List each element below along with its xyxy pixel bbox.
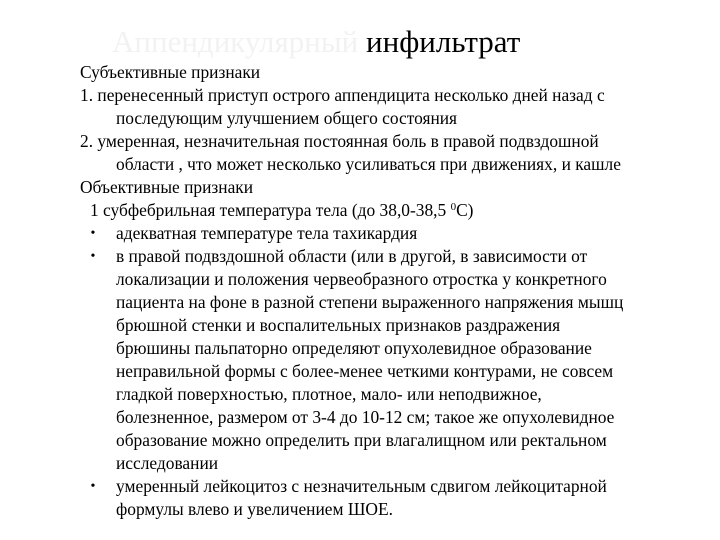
- temperature-item: [80, 199, 716, 222]
- bullet-icon: •: [90, 226, 96, 241]
- bullet-text-line: неправильной формы с более-менее четкими контурами, не совсем: [116, 361, 614, 381]
- bullet-text-line: гладкой поверхностью, плотное, мало- или неподвижное,: [116, 384, 542, 404]
- bullet-text-line: пациента на фоне в разной степени выраженного напряжения мышц: [116, 292, 624, 312]
- bullet-item-tachycardia: [80, 222, 716, 245]
- bullet-text-line: брюшины пальпаторно определяют опухолевидное образование: [116, 338, 592, 358]
- slide-title: [112, 22, 520, 62]
- bullet-icon: •: [90, 479, 96, 494]
- bullet-text-line: умеренный лейкоцитоз с незначительным сдвигом лейкоцитарной: [116, 476, 607, 496]
- temperature-unit: С): [456, 200, 474, 220]
- subjective-heading: Субъективные признаки: [80, 62, 261, 82]
- title-highlight: Аппендикулярный: [112, 24, 359, 59]
- bullet-text-line: исследовании: [116, 453, 219, 473]
- bullet-text-line: брюшной стенки и воспалительных признаков раздражения: [116, 315, 561, 335]
- temperature-text: 1 субфебрильная температура тела (до 38,0-38,5: [90, 200, 451, 220]
- item-2-line-2: области , что может несколько усиливаться при движениях, и кашле: [116, 154, 621, 174]
- title-rest: инфильтрат: [366, 24, 521, 59]
- item-1-line-2: последующим улучшением общего состояния: [116, 108, 458, 128]
- bullet-text-line: локализации и положения червеобразного отростка у конкретного: [116, 269, 607, 289]
- bullet-icon: •: [90, 249, 96, 264]
- objective-heading: Объективные признаки: [80, 177, 254, 197]
- bullet-text: адекватная температуре тела тахикардия: [116, 223, 418, 243]
- bullet-item-palpation: [80, 245, 716, 475]
- bullet-text-line: образование можно определить при влагалищном или ректальном: [116, 430, 607, 450]
- item-1-line-1: 1. перенесенный приступ острого аппендицита несколько дней назад с: [80, 85, 605, 105]
- degree-mark: 0: [450, 201, 457, 213]
- bullet-item-leukocytosis: [80, 475, 716, 521]
- item-2-line-1: 2. умеренная, незначительная постоянная боль в правой подвздошной: [80, 131, 599, 151]
- slide-body: [80, 61, 716, 521]
- bullet-text-line: в правой подвздошной области (или в другой, в зависимости от: [116, 246, 588, 266]
- bullet-text-line: болезненное, размером от 3-4 до 10-12 см; такое же опухолевидное: [116, 407, 615, 427]
- bullet-text-line: формулы влево и увеличением ШОЕ.: [116, 499, 393, 519]
